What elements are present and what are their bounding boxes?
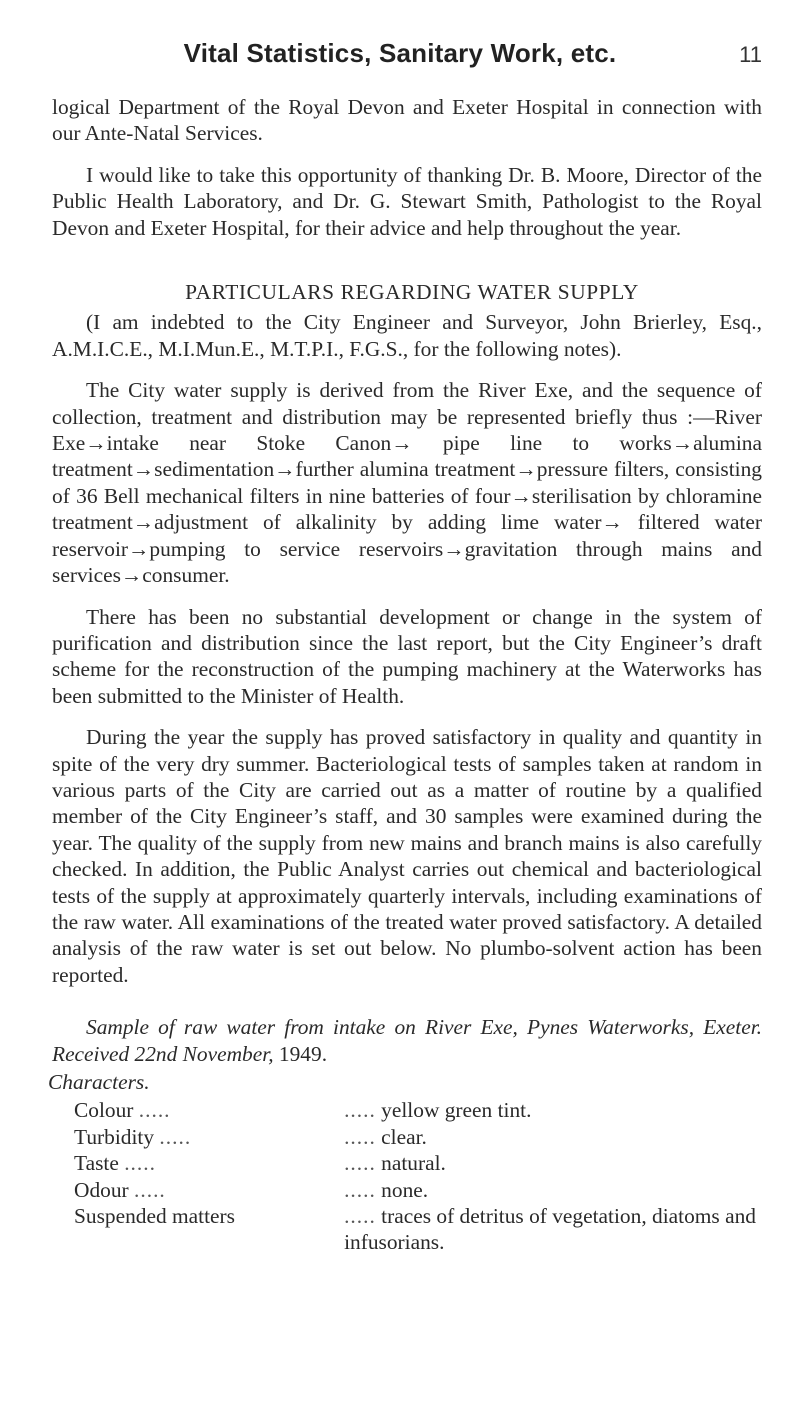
paragraph-quality: During the year the supply has proved satisfactory in quality and quantity in spite of the very dry summer. Bacteriological tests of samples taken at random in various parts of the City are carried out as a matter of routine by a qualified member of the City Engineer’s staff, and 30 samples were examined during the year. The quality of the supply from new mains and branch mains is also carefully checked. In addition, the Public Analyst carries out chemical and bacteriological tests of the supply at approximately quarterly intervals, including examinations of the raw water. All examinations of the treated water proved satisfactory. A detailed analysis of the raw water is set out below. No plumbo-solvent action has been reported. xyxy=(52,725,762,987)
characters-row-value: ..... yellow green tint. xyxy=(344,1098,532,1123)
characters-row-colour xyxy=(52,1097,762,1123)
paragraph-supply-sequence: The City water supply is derived from the River Exe, and the sequence of collection, treatment and distribution may be represented briefly thus :—River Exe→intake near Stoke Canon→ pipe line to works→alumina treatment→sedimentation→further alumina treatment→pressure filters, consisting of 36 Bell mechanical filters in nine batteries of four→sterilisation by chloramine treatment→adjustment of alkalinity by adding lime water→ filtered water reservoir→pumping to service reservoirs→gravitation through mains and services→consumer. xyxy=(52,378,762,588)
characters-row-suspended-matters xyxy=(52,1203,762,1256)
sample-caption xyxy=(52,1014,762,1067)
characters-row-label: Taste ..... xyxy=(74,1151,156,1176)
characters-row-label: Colour ..... xyxy=(74,1098,171,1123)
sample-year: 1949. xyxy=(278,1041,328,1066)
characters-label: Characters. xyxy=(48,1070,150,1094)
characters-row-odour xyxy=(52,1177,762,1203)
characters-row-turbidity xyxy=(52,1124,762,1150)
paragraph-acknowledgement: I would like to take this opportunity of thanking Dr. B. Moore, Director of the Public Health Laboratory, and Dr. G. Stewart Smith, Pathologist to the Royal Devon and Exeter Hospital, for their advice and help throughout the year. xyxy=(52,162,762,240)
section-heading-water-supply: PARTICULARS REGARDING WATER SUPPLY xyxy=(185,280,639,305)
characters-row-label: Turbidity ..... xyxy=(74,1124,192,1149)
running-title: Vital Statistics, Sanitary Work, etc. xyxy=(183,38,617,68)
paragraph-development: There has been no substantial development or change in the system of purification and distribution since the last report, but the City Engineer’s draft scheme for the reconstruction of the pumping machinery at the Waterworks has been submitted to the Minister of Health. xyxy=(52,604,762,708)
paragraph-engineer-note: (I am indebted to the City Engineer and Surveyor, John Brierley, Esq., A.M.I.C.E., M.I.Mun.E., M.T.P.I., F.G.S., for the following notes). xyxy=(52,310,762,361)
body-text xyxy=(48,94,762,1256)
characters-row-value: ..... natural. xyxy=(344,1151,446,1176)
characters-row-value: ..... clear. xyxy=(344,1124,427,1149)
paragraph-continuation: logical Department of the Royal Devon and Exeter Hospital in connection with our Ante-Natal Services. xyxy=(52,95,762,146)
characters-row-value: ..... none. xyxy=(344,1177,429,1202)
sample-caption-text: Sample of raw water from intake on River Exe, Pynes Waterworks, Exeter. Received 22nd November, xyxy=(52,1015,762,1066)
characters-row-label: Odour ..... xyxy=(74,1177,166,1202)
characters-row-label: Suspended matters xyxy=(74,1204,235,1229)
page-number: 11 xyxy=(739,42,762,67)
characters-row-taste xyxy=(52,1150,762,1176)
characters-row-value: ..... traces of detritus of vegetation, diatoms and infusorians. xyxy=(344,1204,756,1255)
characters-list xyxy=(52,1097,762,1255)
